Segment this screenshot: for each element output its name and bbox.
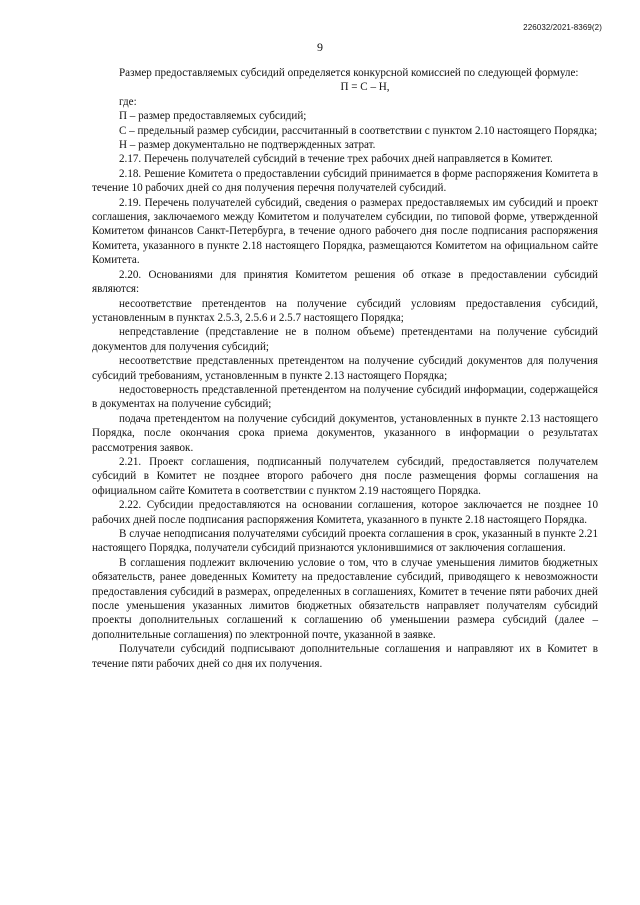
paragraph-limits-reduction: В соглашения подлежит включению условие о том, что в случае уменьшения лимитов бюджетных обязательств, ранее доведенных Комитету на предоставление субсидий, приводящего к невозможности предоставления субсидий в размерах, определенных в соглашениях, Комитет в течение пяти рабочих дней после уменьшения указанных лимитов бюджетных обязательств направляет получателям субсидий проекты дополнительных соглашений к соглашению об уменьшении размера субсидий (далее – дополнительные соглашения) по электронной почте, указанной в заявке. bbox=[92, 556, 598, 641]
refusal-ground-3: несоответствие представленных претендентом на получение субсидий документов для получения субсидий требованиям, установленным в пункте 2.13 настоящего Порядка; bbox=[92, 355, 598, 382]
paragraph-formula-intro: Размер предоставляемых субсидий определяется конкурсной комиссией по следующей формуле: bbox=[119, 67, 579, 79]
paragraph-2-19: 2.19. Перечень получателей субсидий, сведения о размерах предоставляемых им субсидий и проект соглашения, заключаемого между Комитетом и получателем субсидии, по типовой форме, утвержденной Комитетом финансов Санкт-Петербурга, в течение одного рабочего дня после подписания распоряжения Комитета, указанного в пункте 2.18 настоящего Порядка, размещаются Комитетом на официальном сайте Комитета. bbox=[92, 196, 598, 267]
paragraph-2-22: 2.22. Субсидии предоставляются на основании соглашения, которое заключается не позднее 10 рабочих дней после подписания распоряжения Комитета, указанного в пункте 2.18 настоящего Порядка. bbox=[92, 499, 598, 526]
page-number: 9 bbox=[317, 40, 323, 54]
paragraph-2-20: 2.20. Основаниями для принятия Комитетом решения об отказе в предоставлении субсидий являются: bbox=[92, 268, 598, 296]
paragraph-2-17: 2.17. Перечень получателей субсидий в течение трех рабочих дней направляется в Комитет. bbox=[119, 153, 553, 166]
paragraph-where: где: bbox=[119, 95, 137, 108]
formula: П = С – Н, bbox=[340, 81, 390, 94]
paragraph-supplementary-agreements: Получатели субсидий подписывают дополнительные соглашения и направляют их в Комитет в течение пяти рабочих дней со дня их получения. bbox=[92, 643, 598, 670]
refusal-ground-1: несоответствие претендентов на получение субсидий условиям предоставления субсидий, установленным в пунктах 2.5.3, 2.5.6 и 2.5.7 настоящего Порядка; bbox=[92, 297, 598, 324]
paragraph-2-18: 2.18. Решение Комитета о предоставлении субсидий принимается в форме распоряжения Комитета в течение 10 рабочих дней со дня получения перечня получателей субсидий. bbox=[92, 167, 598, 195]
paragraph-definition-c: С – предельный размер субсидии, рассчитанный в соответствии с пунктом 2.10 настоящего Порядка; bbox=[119, 124, 598, 137]
refusal-ground-5: подача претендентом на получение субсидий документов, установленных в пункте 2.13 настоящего Порядка, после окончания срока приема документов, указанного в информации о результатах рассмотрения заявок. bbox=[92, 412, 598, 454]
document-body bbox=[92, 66, 598, 671]
paragraph-definition-p: П – размер предоставляемых субсидий; bbox=[119, 110, 307, 123]
refusal-ground-2: непредставление (представление не в полном объеме) претендентами на получение субсидий документов для получения субсидий; bbox=[92, 326, 598, 353]
document-registration-number: 226032/2021-8369(2) bbox=[523, 23, 602, 32]
paragraph-non-signing: В случае неподписания получателями субсидий проекта соглашения в срок, указанный в пункте 2.21 настоящего Порядка, получатели субсидий признаются уклонившимися от заключения соглашения. bbox=[92, 528, 598, 555]
refusal-ground-4: недостоверность представленной претендентом на получение субсидий информации, содержащейся в документах на получение субсидий; bbox=[92, 383, 598, 411]
paragraph-2-21: 2.21. Проект соглашения, подписанный получателем субсидий, предоставляется получателем субсидий в Комитет не позднее второго рабочего дня после размещения формы соглашения на официальном сайте Комитета в соответствии с пунктом 2.19 настоящего Порядка. bbox=[92, 455, 598, 497]
paragraph-definition-n: Н – размер документально не подтвержденных затрат. bbox=[119, 139, 376, 152]
